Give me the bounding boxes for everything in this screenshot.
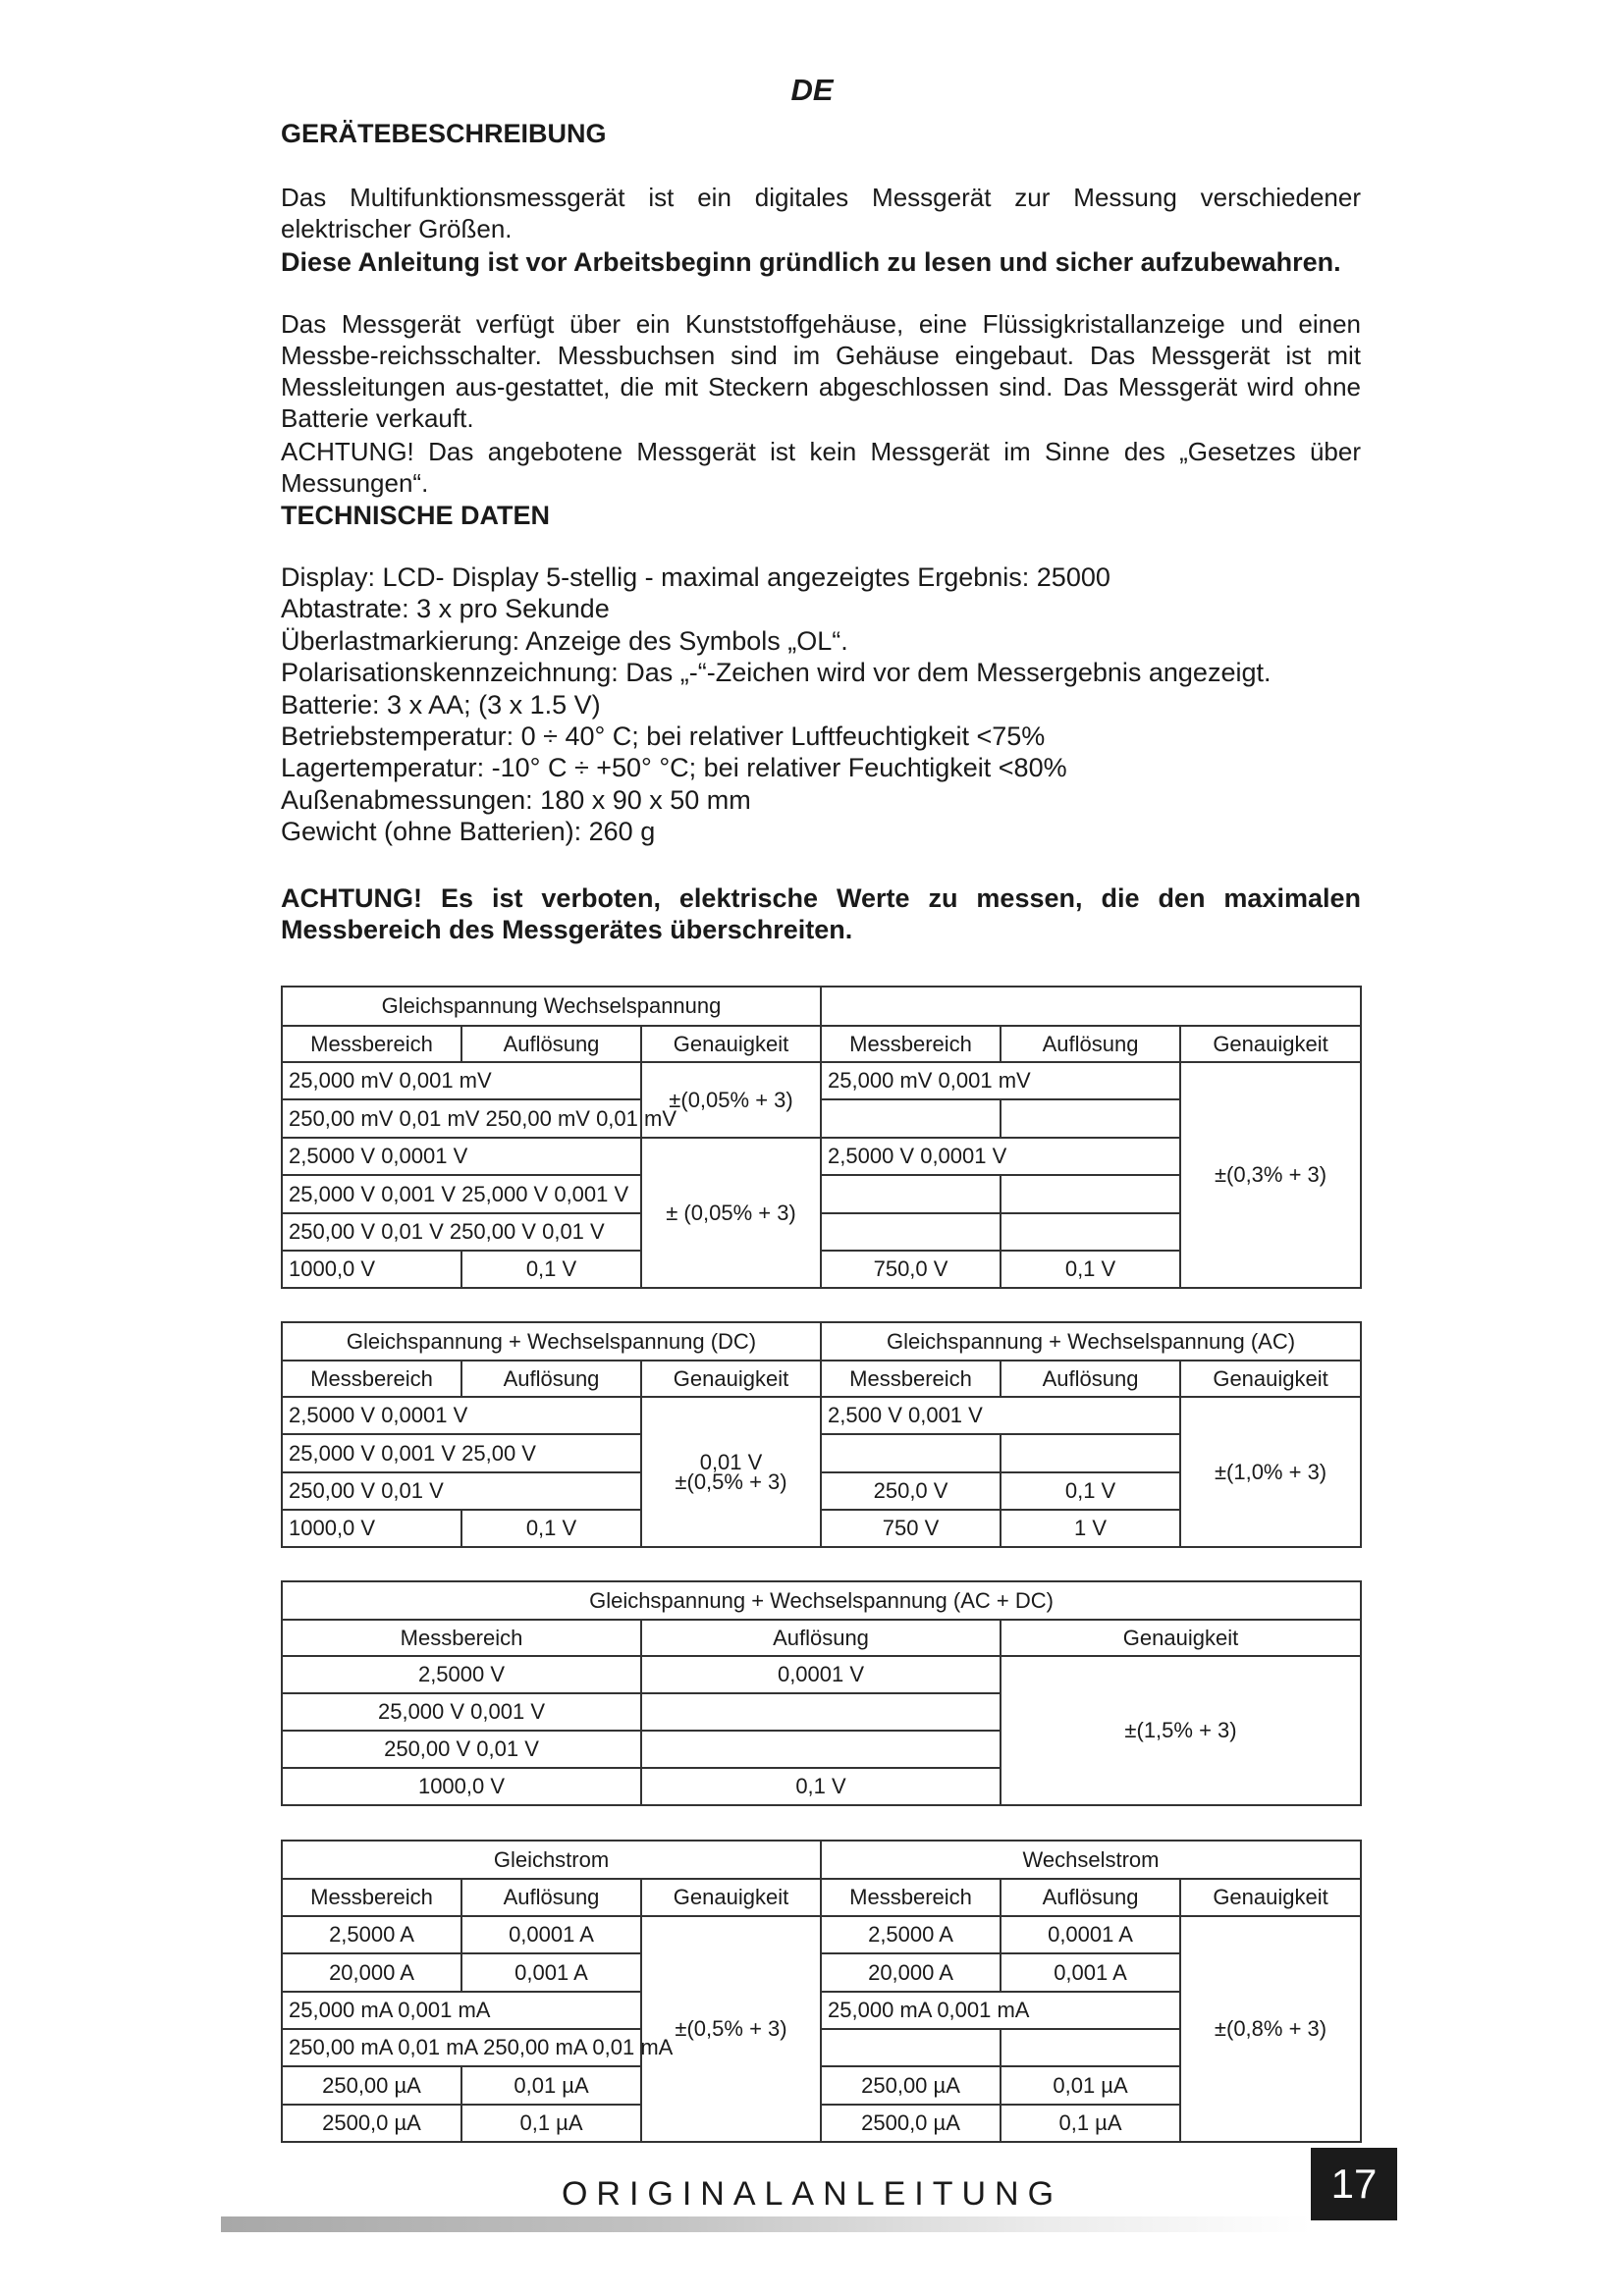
spec-item: Lagertemperatur: -10° C ÷ +50° °C; bei relativer Feuchtigkeit <80% [281, 753, 1067, 783]
column-header: Auflösung [1001, 1361, 1180, 1397]
spec-item: Polarisationskennzeichnung: Das „-“-Zeichen wird vor dem Messergebnis angezeigt. [281, 658, 1272, 688]
accuracy-cell: ±(1,0% + 3) [1180, 1397, 1361, 1547]
table-cell: 2,5000 V 0,0001 V [821, 1138, 1180, 1175]
table-cell [1001, 1434, 1180, 1472]
table-cell: 1000,0 V [282, 1768, 641, 1805]
table-cell: 0,0001 V [641, 1656, 1001, 1693]
table-cell: 250,0 V [821, 1472, 1001, 1510]
table-cell: 2,5000 V [282, 1656, 641, 1693]
table-cell: 1000,0 V [282, 1251, 461, 1288]
table-cell: 0,01 µA [1001, 2066, 1180, 2105]
table-cell [1001, 1175, 1180, 1213]
table-cell: 250,00 mV 0,01 mV 250,00 mV 0,01 mV [282, 1099, 641, 1138]
table-cell [641, 1693, 1001, 1731]
table-cell: 0,01 µA [461, 2066, 641, 2105]
table-cell: 250,00 V 0,01 V [282, 1731, 641, 1768]
table-cell: 0,0001 A [461, 1916, 641, 1953]
table-title-empty [821, 987, 1361, 1026]
table-cell: 0,1 V [1001, 1251, 1180, 1288]
column-header: Messbereich [282, 1361, 461, 1397]
spec-item: Überlastmarkierung: Anzeige des Symbols „OL“. [281, 625, 848, 656]
table-cell: 0,0001 A [1001, 1916, 1180, 1953]
table-cell: 0,001 A [1001, 1953, 1180, 1992]
table-cell: 2,500 V 0,001 V [821, 1397, 1180, 1434]
intro-paragraph: Das Multifunktionsmessgerät ist ein digitales Messgerät zur Messung verschiedener elektrischer Größen. [281, 183, 1361, 243]
table-cell [821, 1099, 1001, 1138]
table-title-ac: Wechselstrom [821, 1841, 1361, 1879]
table-cell [1001, 1099, 1180, 1138]
spec-item: Gewicht (ohne Batterien): 260 g [281, 817, 656, 847]
accuracy-cell: ±(0,8% + 3) [1180, 1916, 1361, 2142]
table-cell: 750,0 V [821, 1251, 1001, 1288]
column-header: Genauigkeit [1180, 1026, 1361, 1062]
table-cell [1001, 2029, 1180, 2066]
accuracy-value: ±(0,5% + 3) [675, 1468, 787, 1494]
column-header: Genauigkeit [641, 1879, 821, 1916]
table-cell: 250,00 µA [282, 2066, 461, 2105]
table-cell: 25,000 V 0,001 V 25,000 V 0,001 V [282, 1175, 641, 1213]
column-header: Auflösung [461, 1361, 641, 1397]
table-cell: 2500,0 µA [821, 2105, 1001, 2142]
table-cell: 25,000 V 0,001 V [282, 1693, 641, 1731]
column-header: Auflösung [461, 1026, 641, 1062]
column-header: Auflösung [461, 1879, 641, 1916]
column-header: Messbereich [821, 1879, 1001, 1916]
column-header: Auflösung [1001, 1026, 1180, 1062]
device-description-paragraph: Das Messgerät verfügt über ein Kunststoffgehäuse, eine Flüssigkristallanzeige und einen Messbe-reichsschalter. Messbuchsen sind im Gehäuse eingebaut. Das Messgerät ist mit Messleitungen aus-gestattet, die mit Steckern abgeschlossen sind. Das Messgerät wird ohne Batterie verkauft. [281, 309, 1361, 433]
column-header: Genauigkeit [1180, 1879, 1361, 1916]
column-header: Genauigkeit [641, 1026, 821, 1062]
accuracy-cell: ± (0,05% + 3) [641, 1138, 821, 1288]
spec-item: Display: LCD- Display 5-stellig - maximal angezeigtes Ergebnis: 25000 [281, 562, 1110, 592]
table-cell [821, 1175, 1001, 1213]
table-cell: 25,000 mA 0,001 mA [282, 1992, 641, 2029]
section-title-technical-data: TECHNISCHE DATEN [281, 501, 551, 530]
table-title: Gleichspannung + Wechselspannung (AC + DC) [282, 1581, 1361, 1620]
table-dc-ac-combined [281, 1321, 1362, 1548]
accuracy-cell: ±(1,5% + 3) [1001, 1656, 1361, 1805]
column-header: Messbereich [282, 1620, 641, 1656]
legal-warning-paragraph: ACHTUNG! Das angebotene Messgerät ist kein Messgerät im Sinne des „Gesetzes über Messungen“. [281, 437, 1361, 498]
footer-gradient-bar [221, 2216, 1311, 2232]
table-cell: 0,1 V [641, 1768, 1001, 1805]
column-header: Messbereich [821, 1361, 1001, 1397]
table-cell: 0,1 µA [1001, 2105, 1180, 2142]
language-label: DE [790, 73, 834, 107]
table-cell: 0,1 V [1001, 1472, 1180, 1510]
column-header: Messbereich [282, 1026, 461, 1062]
table-cell: 250,00 V 0,01 V [282, 1472, 641, 1510]
table-cell: 1 V [1001, 1510, 1180, 1547]
column-header: Genauigkeit [641, 1361, 821, 1397]
spec-list [281, 561, 1271, 848]
table-cell [821, 1213, 1001, 1251]
accuracy-cell: ±(0,5% + 3) [641, 1916, 821, 2142]
spec-item: Betriebstemperatur: 0 ÷ 40° C; bei relativer Luftfeuchtigkeit <75% [281, 721, 1046, 752]
table-acdc-voltage [281, 1580, 1362, 1806]
accuracy-cell: ±(0,3% + 3) [1180, 1062, 1361, 1288]
table-cell: 25,000 mV 0,001 mV [282, 1062, 641, 1099]
table-cell [1001, 1213, 1180, 1251]
table-cell: 250,00 µA [821, 2066, 1001, 2105]
table-cell: 20,000 A [282, 1953, 461, 1992]
accuracy-resolution: 0,01 V [699, 1449, 763, 1474]
table-cell [821, 1434, 1001, 1472]
page-number: 17 [1311, 2148, 1397, 2220]
column-header: Messbereich [282, 1879, 461, 1916]
accuracy-cell [641, 1397, 821, 1547]
table-cell: 250,00 mA 0,01 mA 250,00 mA 0,01 mA [282, 2029, 641, 2066]
table-dc-ac-voltage [281, 986, 1362, 1289]
table-cell: 750 V [821, 1510, 1001, 1547]
column-header: Auflösung [1001, 1879, 1180, 1916]
table-cell [641, 1731, 1001, 1768]
table-cell: 2,5000 A [282, 1916, 461, 1953]
instruction-note: Diese Anleitung ist vor Arbeitsbeginn gründlich zu lesen und sicher aufzubewahren. [281, 247, 1341, 277]
table-title: Gleichspannung Wechselspannung [282, 987, 821, 1026]
table-cell: 2500,0 µA [282, 2105, 461, 2142]
table-cell: 0,1 V [461, 1510, 641, 1547]
table-cell: 2,5000 A [821, 1916, 1001, 1953]
table-dc-ac-current [281, 1840, 1362, 2143]
column-header: Genauigkeit [1001, 1620, 1361, 1656]
footer-title: ORIGINALANLEITUNG [561, 2175, 1063, 2213]
table-cell: 0,1 V [461, 1251, 641, 1288]
table-cell: 0,1 µA [461, 2105, 641, 2142]
column-header: Genauigkeit [1180, 1361, 1361, 1397]
measurement-warning: ACHTUNG! Es ist verboten, elektrische Werte zu messen, die den maximalen Messbereich des Messgerätes überschreiten. [281, 883, 1361, 944]
table-cell: 2,5000 V 0,0001 V [282, 1138, 641, 1175]
table-cell: 25,000 V 0,001 V 25,00 V [282, 1434, 641, 1472]
table-cell: 25,000 mA 0,001 mA [821, 1992, 1180, 2029]
spec-item: Abtastrate: 3 x pro Sekunde [281, 594, 610, 624]
column-header: Messbereich [821, 1026, 1001, 1062]
accuracy-cell: ±(0,05% + 3) [641, 1062, 821, 1138]
table-title-dc: Gleichstrom [282, 1841, 821, 1879]
table-title-ac: Gleichspannung + Wechselspannung (AC) [821, 1322, 1361, 1361]
table-cell: 0,001 A [461, 1953, 641, 1992]
table-cell: 20,000 A [821, 1953, 1001, 1992]
table-cell [821, 2029, 1001, 2066]
table-title-dc: Gleichspannung + Wechselspannung (DC) [282, 1322, 821, 1361]
table-cell: 2,5000 V 0,0001 V [282, 1397, 641, 1434]
column-header: Auflösung [641, 1620, 1001, 1656]
table-cell: 25,000 mV 0,001 mV [821, 1062, 1180, 1099]
section-title-description: GERÄTEBESCHREIBUNG [281, 119, 607, 148]
spec-item: Außenabmessungen: 180 x 90 x 50 mm [281, 784, 751, 815]
table-cell: 250,00 V 0,01 V 250,00 V 0,01 V [282, 1213, 641, 1251]
spec-item: Batterie: 3 x AA; (3 x 1.5 V) [281, 689, 601, 720]
table-cell: 1000,0 V [282, 1510, 461, 1547]
